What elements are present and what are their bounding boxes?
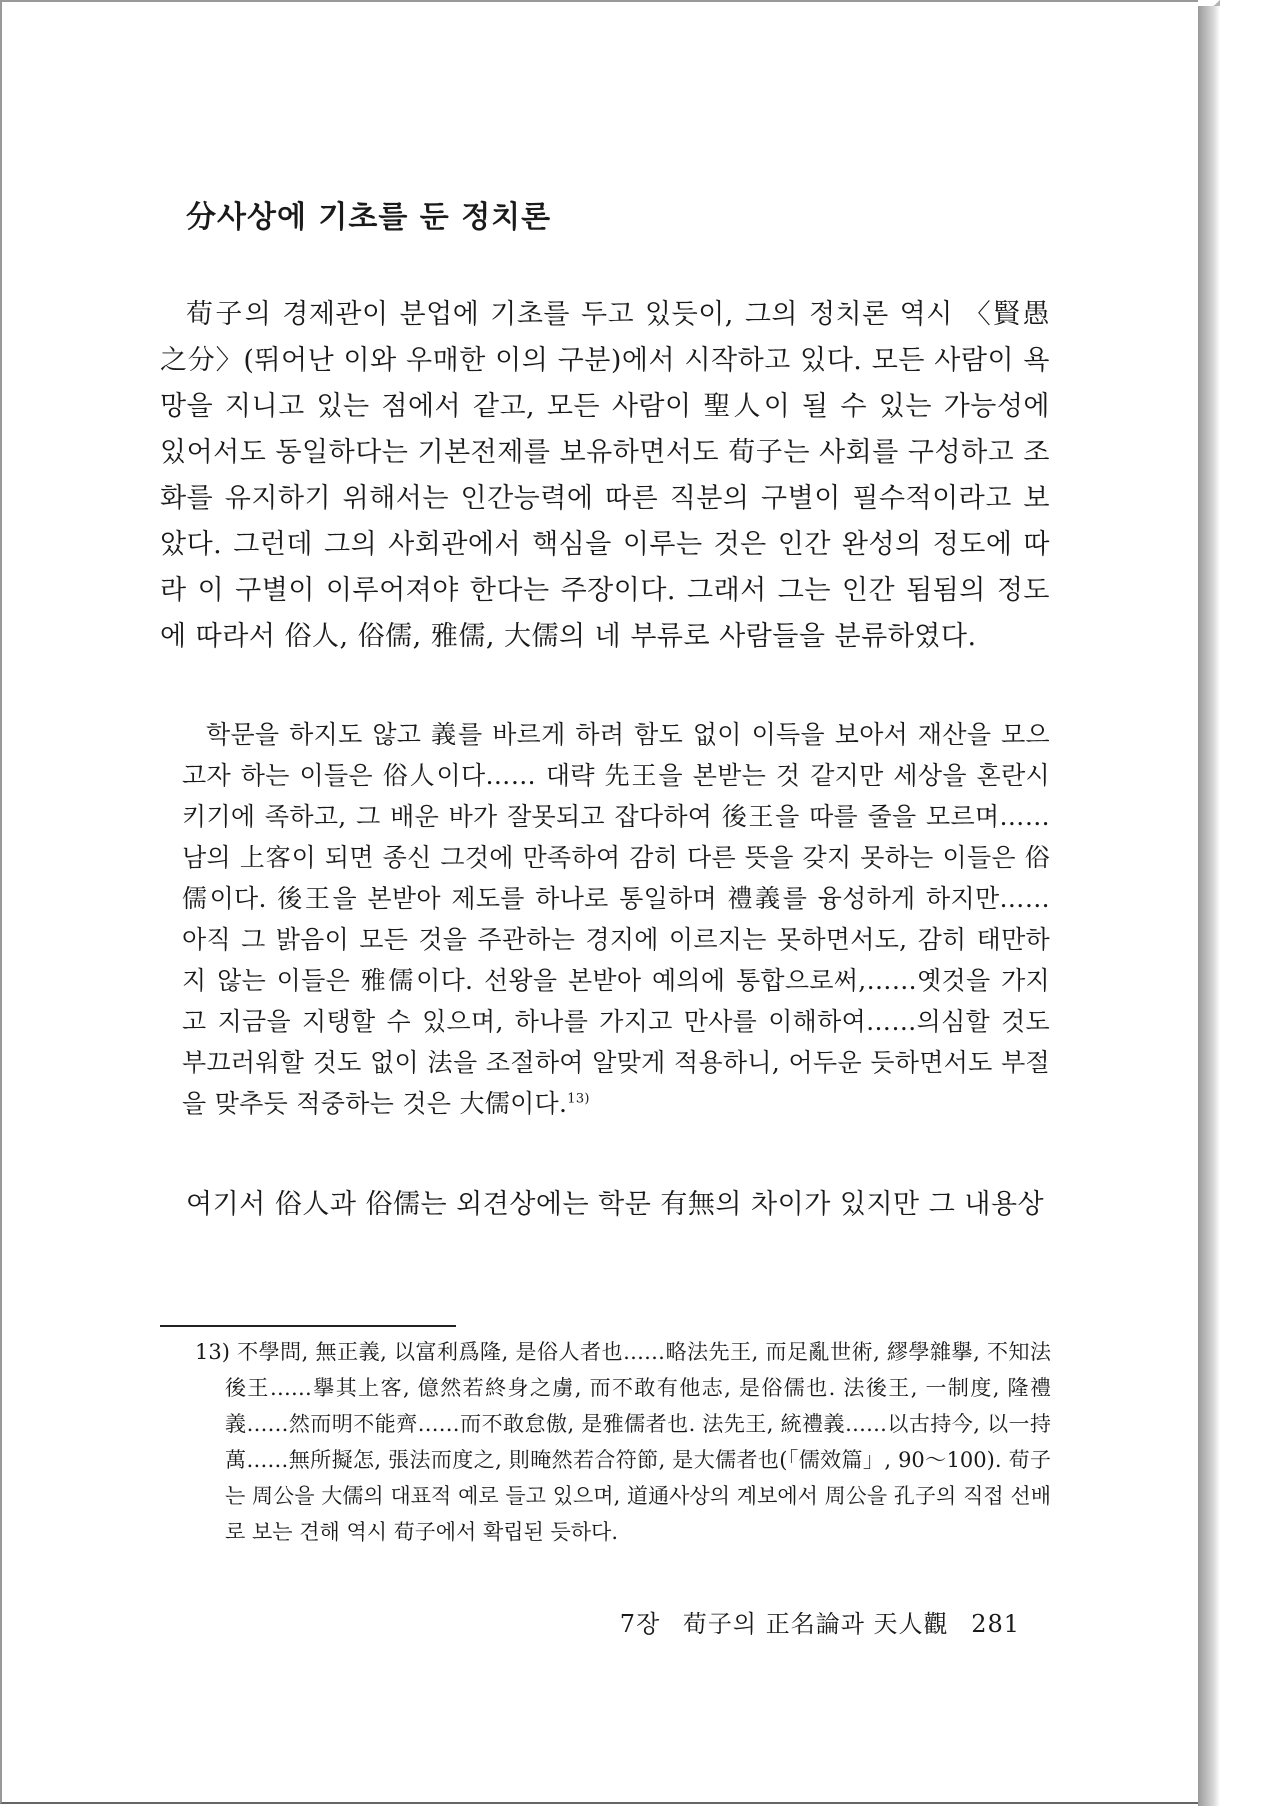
footer-title: 荀子의 正名論과 天人觀 — [682, 1610, 949, 1638]
quote-text: 학문을 하지도 않고 義를 바르게 하려 함도 없이 이득을 보아서 재산을 모으고자 하는 이들은 俗人이다…… 대략 先王을 본받는 것 같지만 세상을 혼란시키기에 족하고, 그 배운 바가 잘못되고 잡다하여 後王을 따를 줄을 모르며…… 남의 上客이 되면 종신 그것에 만족하여 감히 다른 뜻을 갖지 못하는 이들은 俗儒이다. 後王을 본받아 제도를 하나로 통일하며 禮義를 융성하게 하지만…… 아직 그 밝음이 모든 것을 주관하는 경지에 이르지는 못하면서도, 감히 태만하지 않는 이들은 雅儒이다. 선왕을 본받아 예의에 통합으로써,……옛것을 가지고 지금을 지탱할 수 있으며, 하나를 가지고 만사를 이해하여……의심할 것도 부끄러워할 것도 없이 法을 조절하여 알맞게 적용하니, 어두운 듯하면서도 부절을 맞추듯 적중하는 것은 大儒이다. — [182, 720, 1050, 1118]
running-footer — [600, 1604, 1020, 1639]
body-paragraph-1: 荀子의 경제관이 분업에 기초를 두고 있듯이, 그의 정치론 역시 〈賢愚之分〉(뛰어난 이와 우매한 이의 구분)에서 시작하고 있다. 모든 사람이 욕망을 지니고 있는 점에서 같고, 모든 사람이 聖人이 될 수 있는 가능성에 있어서도 동일하다는 기본전제를 보유하면서도 荀子는 사회를 구성하고 조화를 유지하기 위해서는 인간능력에 따른 직분의 구별이 필수적이라고 보았다. 그런데 그의 사회관에서 핵심을 이루는 것은 인간 완성의 정도에 따라 이 구별이 이루어져야 한다는 주장이다. 그래서 그는 인간 됨됨의 정도에 따라서 俗人, 俗儒, 雅儒, 大儒의 네 부류로 사람들을 분류하였다. — [160, 299, 1050, 652]
footnote-13: 13) 不學問, 無正義, 以富利爲隆, 是俗人者也……略法先王, 而足亂世術, 繆學雜擧, 不知法後王……擧其上客, 億然若終身之虜, 而不敢有他志, 是俗儒也. 法後王, 一制度, 隆禮義……然而明不能齊……而不敢怠傲, 是雅儒者也. 法先王, 統禮義……以古持今, 以一持萬……無所擬怎, 張法而度之, 則晻然若合符節, 是大儒者也(「儒效篇」, 90～100). 荀子는 周公을 大儒의 대표적 예로 들고 있으며, 道通사상의 계보에서 周公을 孔子의 직접 선배로 보는 견해 역시 荀子에서 확립된 듯하다. — [195, 1340, 1051, 1544]
footnote-reference[interactable]: 13) — [567, 1091, 590, 1107]
footnote-divider — [160, 1325, 456, 1327]
page-number: 281 — [971, 1610, 1020, 1638]
page-edge-shadow — [1198, 6, 1220, 1806]
body-paragraph-2: 여기서 俗人과 俗儒는 외견상에는 학문 有無의 차이가 있지만 그 내용상 — [186, 1189, 1045, 1220]
section-heading: 分사상에 기초를 둔 정치론 — [186, 200, 552, 235]
block-quote — [182, 714, 1050, 1124]
footer-chapter: 7장 — [619, 1610, 661, 1638]
page-content — [160, 192, 1050, 1228]
